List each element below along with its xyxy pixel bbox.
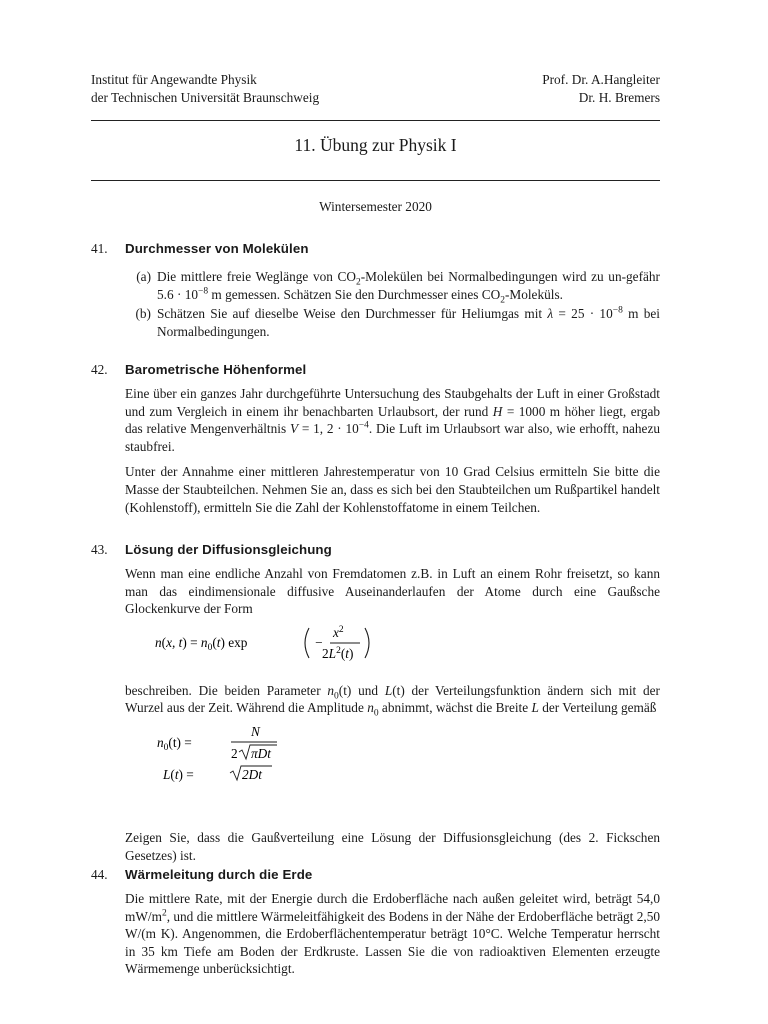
assistant-name: Dr. H. Bremers <box>578 89 660 105</box>
left-paren <box>305 628 309 658</box>
authors-block <box>542 71 660 106</box>
header-rule-top <box>91 120 660 121</box>
institute-block <box>91 71 319 106</box>
semester-label: Wintersemester 2020 <box>319 199 432 214</box>
task-title: Durchmesser von Molekülen <box>125 241 309 256</box>
task-41 <box>91 240 660 342</box>
eq2-n0-lhs: $n_0(t)$ = <box>157 734 192 753</box>
task-44-paragraph-1: Die mittlere Rate, mit der Energie durch die Erdoberfläche nach außen geleitet wird, beträgt 54,0 $mW/m^2$, und die mittlere Wärmeleitfähigkeit des Bodens in der Nähe der Erdoberfläche beträgt 2,50 W/(m K). Angenommen, die Erdoberflächentemperatur beträgt 10°C. Welche Temperatur herrscht in 35 km Tiefe am Boden der Erdkruste. Lassen Sie die von radioaktiven Elementen erzeugte Wärmemenge unberücksichtigt. <box>125 891 661 977</box>
eq2-numerator: N <box>251 723 260 739</box>
task-title: Barometrische Höhenformel <box>125 362 307 377</box>
eq2-denominator-2: 2 <box>231 745 238 761</box>
task-42-heading <box>91 361 660 379</box>
task-43-paragraph-2: beschreiben. Die beiden Parameter $n_0(t)$ und L(t) der Verteilungsfunktion ändern sich mit der Wurzel aus der Zeit. Während die Amplitude $n_0$ abnimmt, wächst die Breite L der Verteilung gemäß <box>125 682 660 720</box>
right-paren <box>365 628 369 658</box>
parameter-equations <box>125 723 660 795</box>
task-number: 44. <box>91 867 108 882</box>
eq2-denominator-radicand: πDt <box>251 745 271 761</box>
task-44-heading <box>91 866 660 884</box>
task-number: 41. <box>91 241 108 256</box>
gaussian-equation <box>125 618 660 668</box>
parameter-equations-svg <box>155 723 355 795</box>
eq1-numerator: $x^2$ <box>333 624 344 640</box>
list-item <box>125 268 660 306</box>
eq2-L-lhs: L(t) = <box>163 766 194 782</box>
institute-line-2: der Technischen Universität Braunschweig <box>91 89 320 105</box>
item-label: (b) <box>135 306 151 322</box>
task-42-paragraph-2: Unter der Annahme einer mittleren Jahrestemperatur von 10 Grad Celsius ermitteln Sie bitte die Masse der Staubteilchen. Nehmen Sie an, dass es sich bei den Staubteilchen um Rußpartikel handelt (Kohlenstoff), ermitteln Sie die Zahl der Kohlenstoffatome in einem Teilchen. <box>125 464 660 515</box>
item-label: (a) <box>136 269 151 284</box>
task-44 <box>91 866 660 978</box>
task-title: Wärmeleitung durch die Erde <box>125 867 313 882</box>
task-43 <box>91 541 660 864</box>
eq1-denominator: $2L^2(t)$ <box>322 645 354 661</box>
header-rule-bottom <box>91 180 660 181</box>
eq1-lhs: n(x, $t) = n_0(t)$ exp <box>155 634 248 653</box>
eq1-minus: − <box>315 634 323 650</box>
institute-line-1: Institut für Angewandte Physik <box>91 72 257 87</box>
task-43-heading <box>91 541 660 559</box>
task-number: 43. <box>91 542 108 557</box>
task-41-heading <box>91 240 660 258</box>
sheet-title: 11. Übung zur Physik I <box>294 135 457 155</box>
task-43-paragraph-3: Zeigen Sie, dass die Gaußverteilung eine Lösung der Diffusionsgleichung (des 2. Fickschen Gesetzes) ist. <box>125 829 660 863</box>
eq2-L-radicand: 2Dt <box>242 766 262 782</box>
task-number: 42. <box>91 362 108 377</box>
task-41-items <box>125 268 660 340</box>
task-title: Lösung der Diffusionsgleichung <box>125 542 332 557</box>
task-42 <box>91 361 660 516</box>
list-item <box>125 305 660 340</box>
professor-name: Prof. Dr. A.Hangleiter <box>542 72 660 87</box>
item-text: Schätzen Sie auf dieselbe Weise den Durchmesser für Heliumgas mit $\lambda = 25 \cdot 10^{-8}$ m bei Normalbedingungen. <box>157 305 660 339</box>
page-header <box>91 71 660 106</box>
gaussian-equation-svg <box>155 618 485 668</box>
item-text: Die mittlere freie Weglänge von $CO_2$-Molekülen bei Normalbedingungen wird zu un-gefähr $5.6 \cdot 10^{-8}$ m gemessen. Schätzen Sie den Durchmesser eines $CO_2$-Moleküls. <box>157 269 660 306</box>
task-43-paragraph-1: Wenn man eine endliche Anzahl von Fremdatomen z.B. in Luft an einem Rohr freisetzt, so kann man das eindimensionale diffusive Auseinanderlaufen der Atome durch eine Gaußsche Glockenkurve der Form <box>125 566 660 617</box>
task-42-paragraph-1: Eine über ein ganzes Jahr durchgeführte Untersuchung des Staubgehalts der Luft in einer Großstadt und zum Vergleich in einem ihr benachbarten Urlaubsort, der rund H = 1000 m höher liegt, ergab das relative Mengenverhältnis V = 1, $2 \cdot 10^{-4}$. Die Luft im Urlaubsort war also, wie erhofft, nahezu staubfrei. <box>125 386 661 454</box>
